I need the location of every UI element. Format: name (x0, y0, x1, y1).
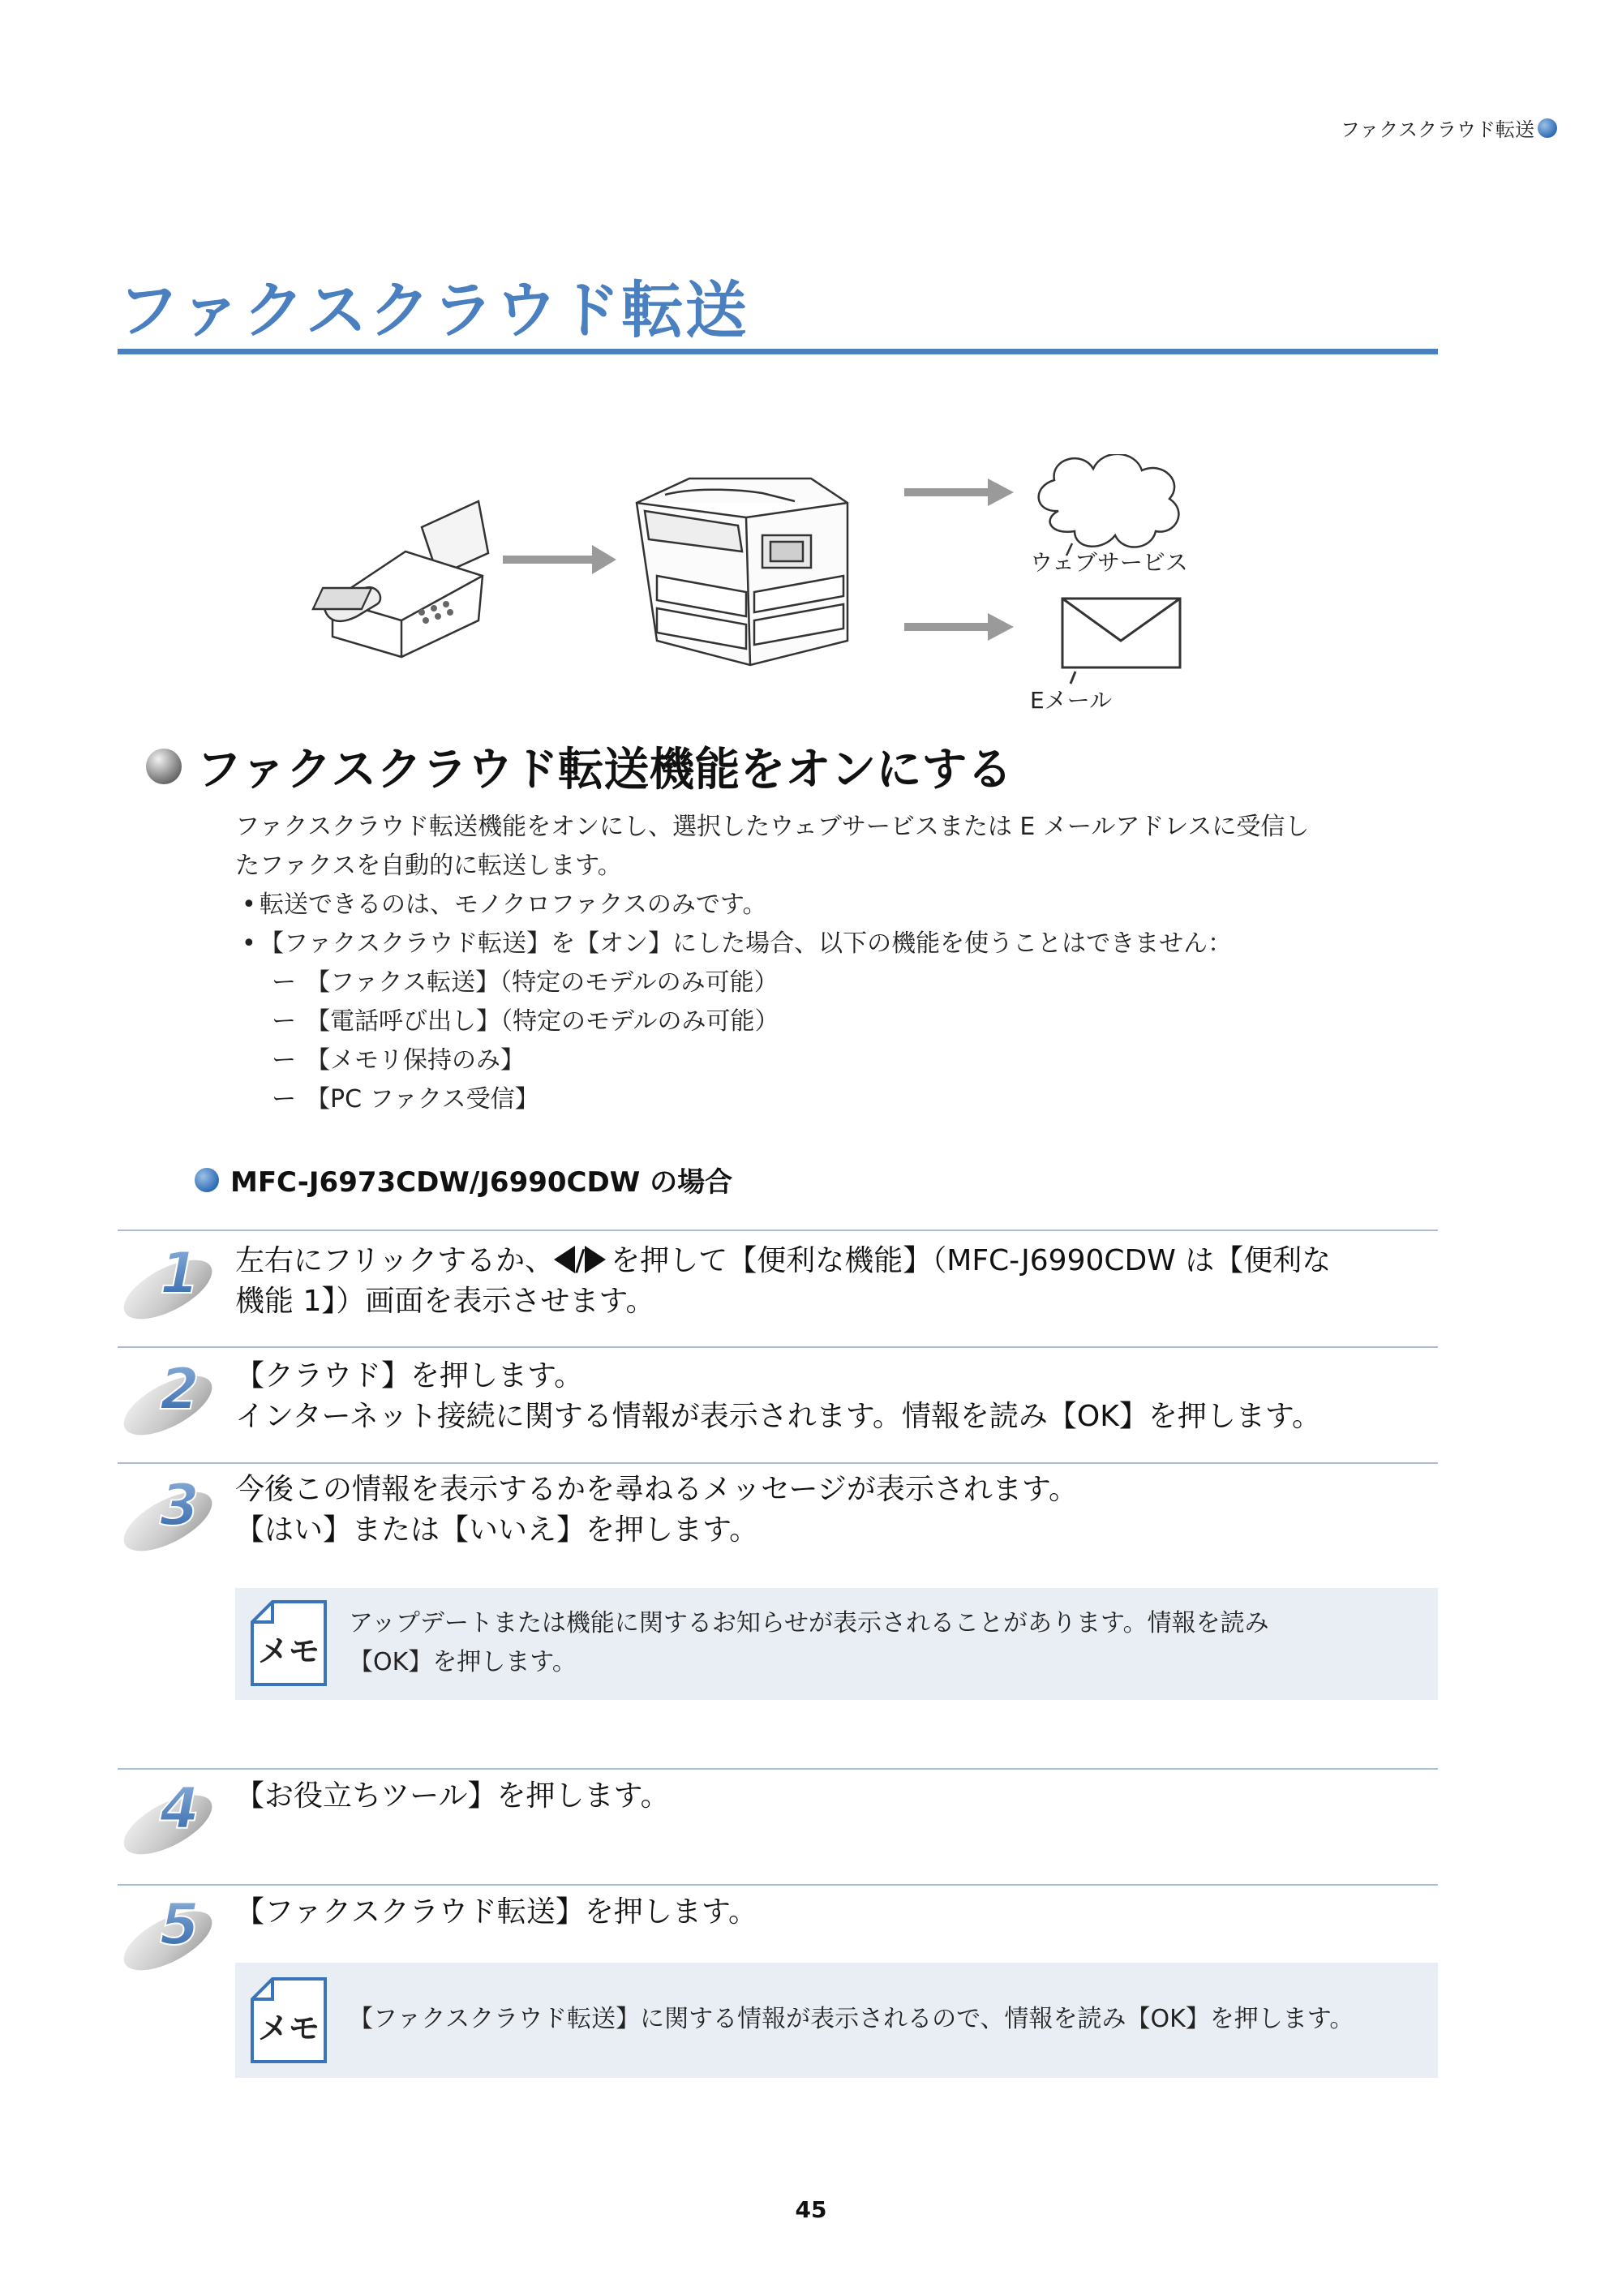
page-number: 45 (795, 2196, 827, 2223)
step-number-badge (118, 1770, 231, 1859)
intro-paragraph (235, 808, 1435, 886)
dash-text: 【電話呼び出し】（特定のモデルのみ可能） (306, 1007, 779, 1036)
header-bullet-icon (1538, 118, 1557, 138)
memo-line: アップデートまたは機能に関するお知らせが表示されることがあります。情報を読み (349, 1609, 1269, 1637)
envelope-icon (1062, 599, 1180, 684)
arrow-right-icon (904, 613, 1014, 641)
cloud-icon (1039, 454, 1179, 556)
step-text (235, 1241, 1435, 1322)
memo-box (235, 1588, 1438, 1700)
unavailable-features-list (272, 963, 779, 1119)
label-email: Eメール (1030, 687, 1113, 714)
list-item (242, 925, 1232, 963)
step-line: 機能 1】）画面を表示させます。 (235, 1285, 655, 1318)
step-line: 【クラウド】を押します。 (235, 1359, 584, 1393)
memo-icon-label: メモ (257, 2011, 320, 2046)
list-item (242, 886, 1232, 925)
model-bullet-icon (195, 1168, 219, 1192)
label-web-service: ウェブサービス (1030, 549, 1188, 576)
step-number: 4 (160, 1775, 200, 1842)
step-rule (118, 1230, 1438, 1231)
step-number: 3 (160, 1472, 200, 1539)
page-title: ファクスクラウド転送 (118, 274, 749, 346)
bullet-mark: • (242, 891, 256, 919)
memo-icon (250, 1976, 328, 2064)
step-number-badge (118, 1234, 231, 1324)
step-separator: / (575, 1244, 586, 1277)
arrow-right-icon (503, 545, 616, 574)
step-line: 【お役立ちツール】を押します。 (235, 1779, 670, 1813)
triangle-right-icon (585, 1246, 606, 1273)
dash-text: 【メモリ保持のみ】 (306, 1046, 525, 1075)
memo-box (235, 1963, 1438, 2078)
memo-text (349, 1604, 1419, 1682)
step-line-part: 左右にフリックするか、 (235, 1244, 555, 1277)
fax-machine-icon (313, 501, 488, 657)
triangle-left-icon (554, 1246, 575, 1273)
step-rule (118, 1462, 1438, 1464)
bullet-mark: • (242, 929, 256, 958)
printer-icon (637, 479, 847, 665)
list-item (272, 1041, 779, 1080)
step-line-part: を押して【便利な機能】（MFC-J6990CDW は【便利な (611, 1244, 1332, 1277)
step-text (235, 1470, 1435, 1551)
step-number: 5 (160, 1891, 200, 1958)
bullet-list (242, 886, 1232, 963)
step-rule (118, 1884, 1438, 1886)
step-number: 2 (160, 1356, 200, 1423)
diagram-graphic (308, 454, 1233, 722)
dash-mark: ー (272, 1007, 296, 1036)
memo-icon-label: メモ (257, 1633, 320, 1669)
list-item (272, 963, 779, 1002)
dash-mark: ー (272, 968, 296, 997)
step-text (235, 1776, 1435, 1817)
intro-line: ファクスクラウド転送機能をオンにし、選択したウェブサービスまたは E メールアドレスに受信し (235, 813, 1310, 841)
step-number-badge (118, 1466, 231, 1556)
step-line (235, 1241, 1435, 1281)
step-rule (118, 1768, 1438, 1770)
list-item (272, 1080, 779, 1119)
bullet-text: 【ファクスクラウド転送】を【オン】にした場合、以下の機能を使うことはできません： (260, 929, 1233, 958)
dash-mark: ー (272, 1085, 296, 1114)
dash-mark: ー (272, 1046, 296, 1075)
step-number: 1 (160, 1240, 200, 1307)
section-title: ファクスクラウド転送機能をオンにする (196, 744, 1013, 796)
step-text (235, 1356, 1435, 1437)
step-number-badge (118, 1350, 231, 1440)
title-rule (118, 349, 1438, 354)
dash-text: 【ファクス転送】（特定のモデルのみ可能） (306, 968, 779, 997)
step-line: 【はい】または【いいえ】を押します。 (235, 1513, 759, 1547)
bullet-text: 転送できるのは、モノクロファクスのみです。 (260, 891, 767, 919)
fax-cloud-diagram (308, 454, 1233, 722)
section-heading (146, 734, 1012, 799)
step-number-badge (118, 1886, 231, 1975)
step-line: 今後この情報を表示するかを尋ねるメッセージが表示されます。 (235, 1473, 1078, 1506)
list-item (272, 1002, 779, 1041)
section-bullet-icon (146, 749, 182, 784)
memo-line: 【ファクスクラウド転送】に関する情報が表示されるので、情報を読み【OK】を押します。 (349, 2005, 1354, 2033)
memo-icon (250, 1599, 328, 1687)
model-subheading-text: MFC-J6973CDW/J6990CDW の場合 (230, 1166, 733, 1199)
memo-text (349, 2000, 1427, 2039)
running-header (1341, 114, 1557, 142)
memo-line: 【OK】を押します。 (349, 1648, 577, 1676)
intro-line: たファクスを自動的に転送します。 (235, 852, 622, 880)
step-rule (118, 1346, 1438, 1348)
step-line: 【ファクスクラウド転送】を押します。 (235, 1895, 758, 1929)
running-header-text: ファクスクラウド転送 (1340, 118, 1534, 141)
arrow-right-icon (904, 479, 1014, 506)
dash-text: 【PC ファクス受信】 (306, 1085, 539, 1114)
step-line: インターネット接続に関する情報が表示されます。情報を読み【OK】を押します。 (235, 1400, 1321, 1433)
model-subheading (195, 1160, 732, 1199)
step-text (235, 1892, 1435, 1933)
